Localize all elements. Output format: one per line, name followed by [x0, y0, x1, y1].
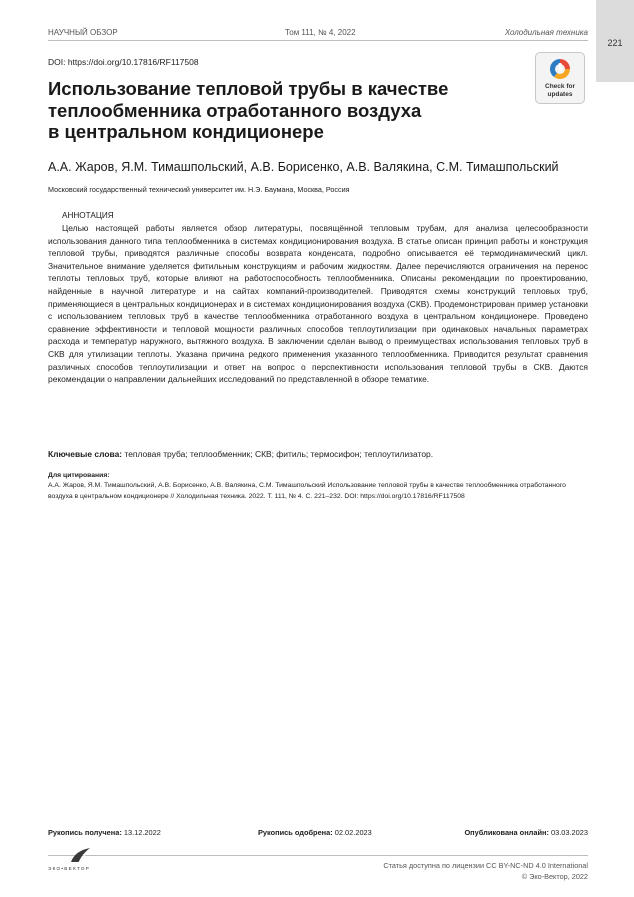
eco-vector-logo-icon — [68, 846, 94, 864]
header-journal: Холодильная техника — [504, 28, 588, 37]
copyright-text: © Эко-Вектор, 2022 — [521, 871, 588, 881]
page-number-tab — [596, 0, 634, 82]
footer-divider — [48, 855, 588, 856]
header-section: НАУЧНЫЙ ОБЗОР — [48, 28, 118, 37]
header-volume: Том 111, № 4, 2022 — [285, 28, 356, 37]
doi-link[interactable]: DOI: https://doi.org/10.17816/RF117508 — [48, 57, 199, 67]
publisher-name: ЭКО•ВЕКТОР — [48, 866, 91, 871]
license-text[interactable]: Статья доступна по лицензии CC BY-NC-ND 4.0 International — [383, 861, 588, 870]
license-notice — [268, 861, 588, 882]
keywords-text: тепловая труба; теплообменник; СКВ; фитиль; термосифон; теплоутилизатор. — [124, 449, 434, 459]
author-list: А.А. Жаров, Я.М. Тимашпольский, А.В. Борисенко, А.В. Валякина, С.М. Тимашпольский — [48, 160, 559, 174]
received-date: Рукопись получена: 13.12.2022 — [48, 828, 161, 837]
running-header — [48, 28, 588, 40]
article-title — [48, 78, 488, 143]
page-number: 221 — [607, 38, 623, 48]
check-for-updates-icon — [548, 57, 572, 81]
check-for-updates-badge[interactable] — [535, 52, 585, 104]
affiliation: Московский государственный технический университет им. Н.Э. Баумана, Москва, Россия — [48, 185, 350, 194]
title-line: Использование тепловой трубы в качестве — [48, 78, 449, 99]
manuscript-dates — [48, 828, 588, 840]
publisher-logo — [48, 846, 118, 874]
citation-text: А.А. Жаров, Я.М. Тимашпольский, А.В. Борисенко, А.В. Валякина, С.М. Тимашпольский Использование тепловой трубы в качестве теплообменника отработанного воздуха в центральном кондиционере // Холодильная техника. 2022. Т. 111, № 4. С. 221–232. DOI: https://doi.org/10.17816/RF117508 — [48, 482, 566, 500]
citation-label: Для цитирования: — [48, 472, 110, 479]
published-date: Опубликована онлайн: 03.03.2023 — [464, 828, 588, 837]
keywords-label: Ключевые слова: — [48, 449, 123, 459]
keywords — [48, 449, 588, 459]
check-for-updates-label: Check for updates — [545, 83, 575, 98]
abstract-text: Целью настоящей работы является обзор литературы, посвящённой тепловым трубам, для анализа целесообразности использования данного типа теплообменника в системах кондиционирования воздуха. В статье описан принцип работы и конструкция тепловой трубы, приводятся различные способы возврата конденсата, подробно описывается её термодинамический цикл. Значительное внимание уделяется фитильным конструкциям и рабочим жидкостям. Далее перечисляются ограничения на перенос теплоты тепловых труб, которые влияют на работоспособность теплообменника. Описаны рекомендации по проектированию, найденные в научной литературе и на сайтах компаний-производителей. Приводятся схемы конструкций тепловых труб, применяющиеся в центральных кондиционерах и в системах кондиционирования воздуха (СКВ). Продемонстрирован пример установки с использованием тепловых труб в качестве теплообменника отработанного воздуха в центральном кондиционере. Проведено сравнение эффективности и тепловой мощности различных способов теплоутилизации при одинаковых начальных параметрах расхода и температур наружного, вытяжного воздуха. В заключении сделан вывод о преимуществах использования тепловых труб в СКВ для утилизации теплоты. Указана причина редкого применения указанного теплообменника. Приводится результат сравнения различных способов теплоутилизации и ответ на вопрос о перспективности использования тепловой трубы в СКВ. Даются рекомендации о направлении дальнейших исследований по представленной в обзоре тематике. — [48, 223, 588, 385]
header-divider — [48, 40, 588, 41]
title-line: теплообменника отработанного воздуха — [48, 99, 422, 121]
title-line: в центральном кондиционере — [48, 121, 324, 142]
abstract-heading: АННОТАЦИЯ — [62, 211, 114, 220]
approved-date: Рукопись одобрена: 02.02.2023 — [258, 828, 372, 837]
